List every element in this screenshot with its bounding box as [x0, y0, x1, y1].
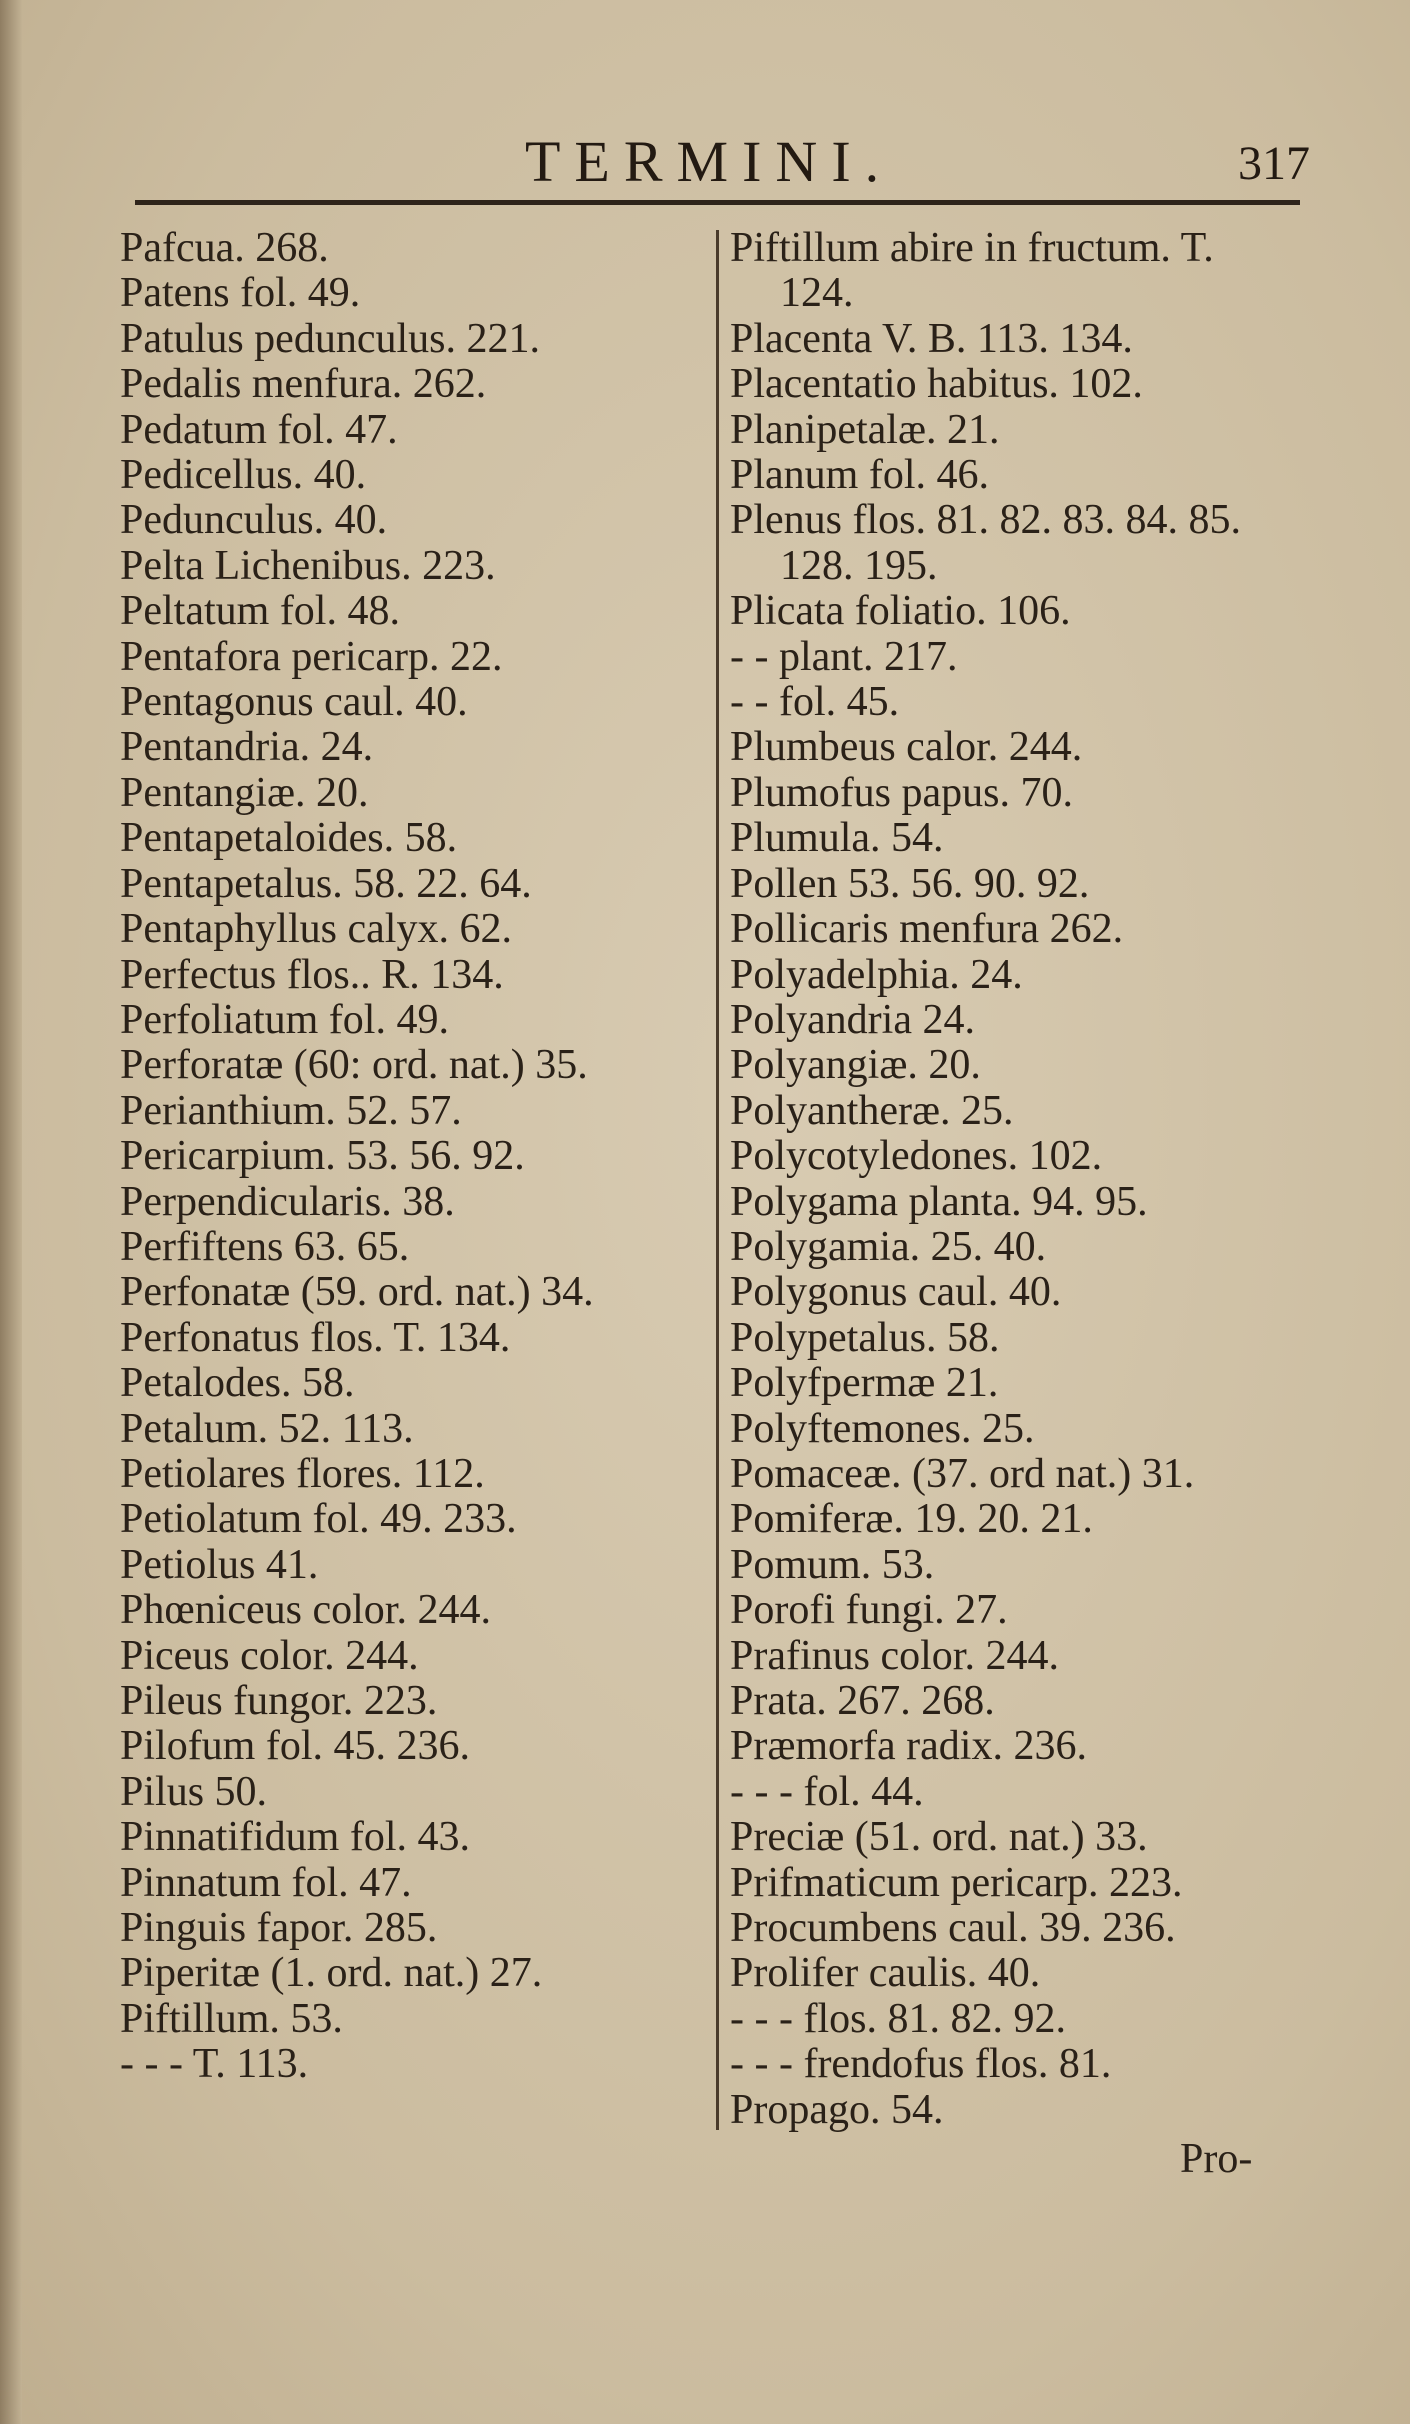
index-entry: Petiolatum fol. 49. 233. — [120, 1496, 517, 1543]
index-entry: Prafinus color. 244. — [730, 1632, 1059, 1679]
index-entry: Pinnatifidum fol. 43. — [120, 1814, 470, 1861]
index-entry: Pedalis menfura. 262. — [120, 361, 487, 408]
index-entry: Piftillum abire in fructum. T. — [730, 225, 1214, 271]
index-entry: Polygamia. 25. 40. — [730, 1223, 1047, 1270]
index-entry: Pedatum fol. 47. — [120, 406, 398, 453]
index-entry: - - plant. 217. — [730, 633, 958, 680]
index-entry: Petiolares flores. 112. — [120, 1450, 485, 1497]
index-entry: Pollicaris menfura 262. — [730, 906, 1124, 953]
index-entry: Plumbeus calor. 244. — [730, 724, 1083, 771]
index-entry: Perfonatus flos. T. 134. — [120, 1314, 511, 1361]
index-entry: Perfectus flos.. R. 134. — [120, 951, 504, 998]
index-entry: Piperitæ (1. ord. nat.) 27. — [120, 1950, 543, 1997]
index-entry: Phœniceus color. 244. — [120, 1587, 491, 1634]
index-entry: Pollen 53. 56. 90. 92. — [730, 860, 1090, 907]
index-entry: 128. 195. — [780, 542, 938, 589]
index-entry: Petiolus 41. — [120, 1541, 319, 1588]
index-entry: - - - T. 113. — [120, 2041, 309, 2088]
index-entry: Piceus color. 244. — [120, 1632, 419, 1679]
left-index-column — [120, 226, 690, 2088]
index-entry: Peltatum fol. 48. — [120, 588, 400, 635]
index-entry: Prolifer caulis. 40. — [730, 1950, 1041, 1997]
index-entry: Polyftemones. 25. — [730, 1405, 1035, 1452]
index-entry: Pelta Lichenibus. 223. — [120, 542, 496, 589]
header-rule — [135, 200, 1300, 205]
index-entry: Pileus fungor. 223. — [120, 1678, 438, 1724]
index-entry: Polycotyledones. 102. — [730, 1133, 1103, 1180]
index-entry: Pentapetalus. 58. 22. 64. — [120, 860, 532, 907]
index-entry: Plicata foliatio. 106. — [730, 588, 1071, 635]
index-entry: Pentangiæ. 20. — [120, 769, 369, 816]
index-entry: Piftillum. 53. — [120, 1995, 343, 2042]
index-entry: Polyangiæ. 20. — [730, 1042, 981, 1089]
index-entry: Polyantheræ. 25. — [730, 1087, 1014, 1134]
index-entry: Perianthium. 52. 57. — [120, 1087, 462, 1134]
running-header — [130, 128, 1310, 198]
index-entry: Perfoliatum fol. 49. — [120, 996, 449, 1043]
index-entry: Polyandria 24. — [730, 996, 975, 1043]
index-entry: Plumofus papus. 70. — [730, 769, 1074, 816]
index-entry: Patulus pedunculus. 221. — [120, 315, 540, 362]
index-entry: Plumula. 54. — [730, 815, 944, 862]
index-entry: Prata. 267. 268. — [730, 1678, 995, 1724]
index-entry: Petalodes. 58. — [120, 1360, 355, 1407]
index-entry: Pilus 50. — [120, 1768, 268, 1815]
index-entry: Planipetalæ. 21. — [730, 406, 1000, 453]
index-entry: Pafcua. 268. — [120, 225, 329, 271]
right-index-column — [730, 226, 1330, 2133]
index-entry: Præmorfa radix. 236. — [730, 1723, 1087, 1770]
index-entry: Pinguis fapor. 285. — [120, 1905, 438, 1952]
index-entry: Pomaceæ. (37. ord nat.) 31. — [730, 1450, 1195, 1497]
index-entry: Perfiftens 63. 65. — [120, 1223, 410, 1270]
page-edge-shadow — [0, 0, 22, 2424]
index-entry: Polypetalus. 58. — [730, 1314, 1000, 1361]
index-entry: Pentaphyllus calyx. 62. — [120, 906, 512, 953]
index-entry: Perforatæ (60: ord. nat.) 35. — [120, 1042, 588, 1089]
index-entry: Polyfpermæ 21. — [730, 1360, 999, 1407]
index-entry: 124. — [780, 270, 854, 317]
index-entry: Polygonus caul. 40. — [730, 1269, 1062, 1316]
index-entry: Perfonatæ (59. ord. nat.) 34. — [120, 1269, 594, 1316]
index-entry: - - - flos. 81. 82. 92. — [730, 1995, 1066, 2042]
index-entry: Pinnatum fol. 47. — [120, 1859, 412, 1906]
index-entry: Pentandria. 24. — [120, 724, 374, 771]
index-entry: Pomum. 53. — [730, 1541, 935, 1588]
index-entry: Procumbens caul. 39. 236. — [730, 1905, 1176, 1952]
index-entry: Pilofum fol. 45. 236. — [120, 1723, 471, 1770]
index-entry: Porofi fungi. 27. — [730, 1587, 1008, 1634]
index-entry: Placentatio habitus. 102. — [730, 361, 1143, 408]
index-entry: Preciæ (51. ord. nat.) 33. — [730, 1814, 1148, 1861]
index-entry: Placenta V. B. 113. 134. — [730, 315, 1133, 362]
running-title: TERMINI. — [525, 129, 894, 194]
index-entry: Pedunculus. 40. — [120, 497, 388, 544]
index-entry: Prifmaticum pericarp. 223. — [730, 1859, 1183, 1906]
index-entry: Petalum. 52. 113. — [120, 1405, 414, 1452]
index-entry: Polyadelphia. 24. — [730, 951, 1023, 998]
index-entry: Pentagonus caul. 40. — [120, 679, 468, 726]
index-entry: Pentafora pericarp. 22. — [120, 633, 503, 680]
index-entry: Polygama planta. 94. 95. — [730, 1178, 1148, 1225]
index-entry: Patens fol. 49. — [120, 270, 361, 317]
index-entry: Planum fol. 46. — [730, 452, 989, 499]
page-number: 317 — [1238, 137, 1310, 190]
index-entry: - - - frendofus flos. 81. — [730, 2041, 1112, 2088]
index-entry: Propago. 54. — [730, 2086, 944, 2133]
index-entry: Perpendicularis. 38. — [120, 1178, 455, 1225]
column-divider — [716, 230, 719, 2130]
index-entry: Pentapetaloides. 58. — [120, 815, 458, 862]
index-entry: Pedicellus. 40. — [120, 452, 367, 499]
index-entry: - - - fol. 44. — [730, 1768, 924, 1815]
index-entry: Pericarpium. 53. 56. 92. — [120, 1133, 525, 1180]
index-entry: Plenus flos. 81. 82. 83. 84. 85. — [730, 497, 1242, 544]
index-entry: - - fol. 45. — [730, 679, 900, 726]
catchword: Pro- — [1180, 2136, 1253, 2182]
index-entry: Pomiferæ. 19. 20. 21. — [730, 1496, 1093, 1543]
